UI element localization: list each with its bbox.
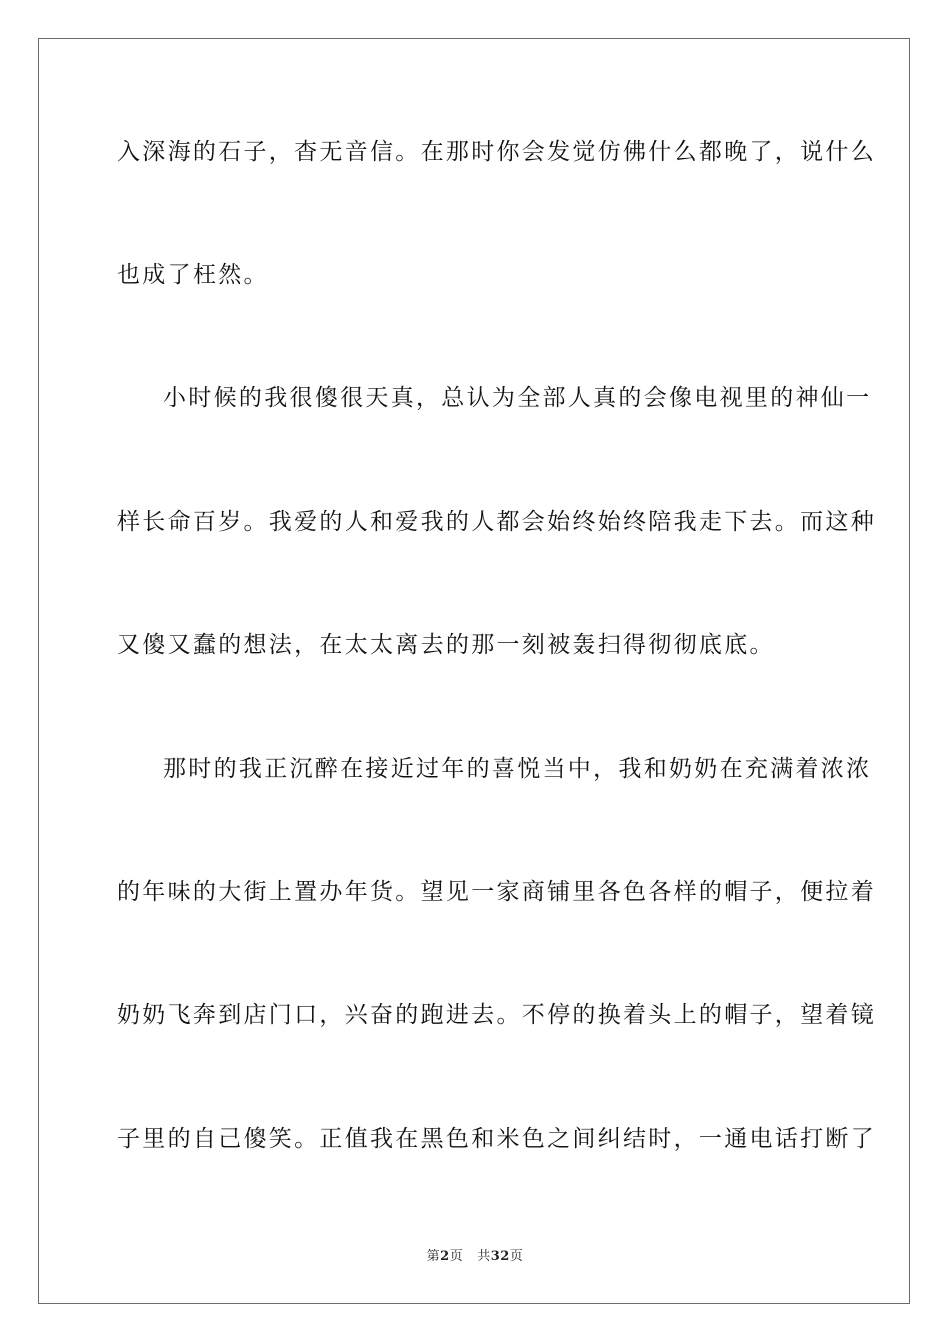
total-prefix: 共 (477, 1249, 491, 1264)
body-line-3: 小时候的我很傻很天真，总认为全部人真的会像电视里的神仙一 (163, 385, 872, 411)
page-suffix: 页 (449, 1249, 464, 1264)
page-number: 2 (440, 1249, 450, 1264)
page-footer (0, 1248, 950, 1266)
total-pages: 32 (490, 1249, 510, 1264)
total-suffix: 页 (509, 1249, 524, 1264)
page-frame (38, 38, 910, 1304)
page-prefix: 第 (426, 1249, 441, 1264)
body-line-2: 也成了枉然。 (117, 262, 269, 288)
body-line-5: 又傻又蠢的想法，在太太离去的那一刻被轰扫得彻彻底底。 (117, 632, 775, 658)
body-line-4: 样长命百岁。我爱的人和爱我的人都会始终始终陪我走下去。而这种 (117, 509, 876, 535)
body-line-8: 奶奶飞奔到店门口，兴奋的跑进去。不停的换着头上的帽子，望着镜 (117, 1002, 876, 1028)
body-line-7: 的年味的大街上置办年货。望见一家商铺里各色各样的帽子，便拉着 (117, 879, 876, 905)
body-line-9: 子里的自己傻笑。正值我在黑色和米色之间纠结时，一通电话打断了 (117, 1126, 876, 1152)
body-line-1: 入深海的石子，杳无音信。在那时你会发觉仿佛什么都晚了，说什么 (117, 139, 876, 165)
body-line-6: 那时的我正沉醉在接近过年的喜悦当中，我和奶奶在充满着浓浓 (163, 756, 872, 782)
